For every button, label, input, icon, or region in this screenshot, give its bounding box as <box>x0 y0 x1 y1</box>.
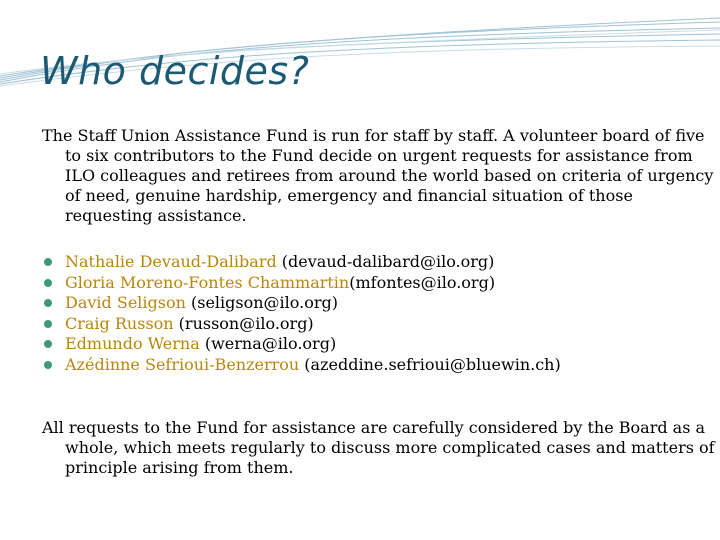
board-member-list <box>42 252 702 375</box>
list-item <box>42 252 702 273</box>
member-email: (seligson@ilo.org) <box>185 293 338 312</box>
list-item <box>42 334 702 355</box>
bullet-icon <box>44 258 52 266</box>
member-email: (werna@ilo.org) <box>199 334 337 353</box>
intro-paragraph: The Staff Union Assistance Fund is run for staff by staff. A volunteer board of five to six contributors to the Fund decide on urgent requests for assistance from ILO colleagues and retirees from around the world based on criteria of urgency of need, genuine hardship, emergency and financial situation of those requesting assistance. <box>42 126 714 225</box>
list-item <box>42 355 702 376</box>
bullet-icon <box>44 340 52 348</box>
member-name: Azédinne Sefrioui-Benzerrou <box>65 354 300 374</box>
bullet-icon <box>44 279 52 287</box>
member-name: Craig Russon <box>65 313 174 333</box>
slide-title: Who decides? <box>40 49 310 93</box>
list-item <box>42 293 702 314</box>
member-name: David Seligson <box>65 293 186 312</box>
member-email: (devaud-dalibard@ilo.org) <box>276 252 495 271</box>
bullet-icon <box>44 361 52 369</box>
member-email: (azeddine.sefrioui@bluewin.ch) <box>299 354 561 374</box>
bullet-icon <box>44 299 52 307</box>
member-email: (russon@ilo.org) <box>173 313 314 333</box>
bullet-icon <box>44 320 52 328</box>
member-email: (mfontes@ilo.org) <box>349 272 496 292</box>
member-name: Gloria Moreno-Fontes Chammartin <box>65 272 350 292</box>
member-name: Edmundo Werna <box>65 334 200 353</box>
closing-paragraph: All requests to the Fund for assistance are carefully considered by the Board as a whole, which meets regularly to discuss more complicated cases and matters of principle arising from them. <box>42 418 715 477</box>
list-item <box>42 273 702 294</box>
member-name: Nathalie Devaud-Dalibard <box>65 252 277 271</box>
list-item <box>42 314 702 335</box>
